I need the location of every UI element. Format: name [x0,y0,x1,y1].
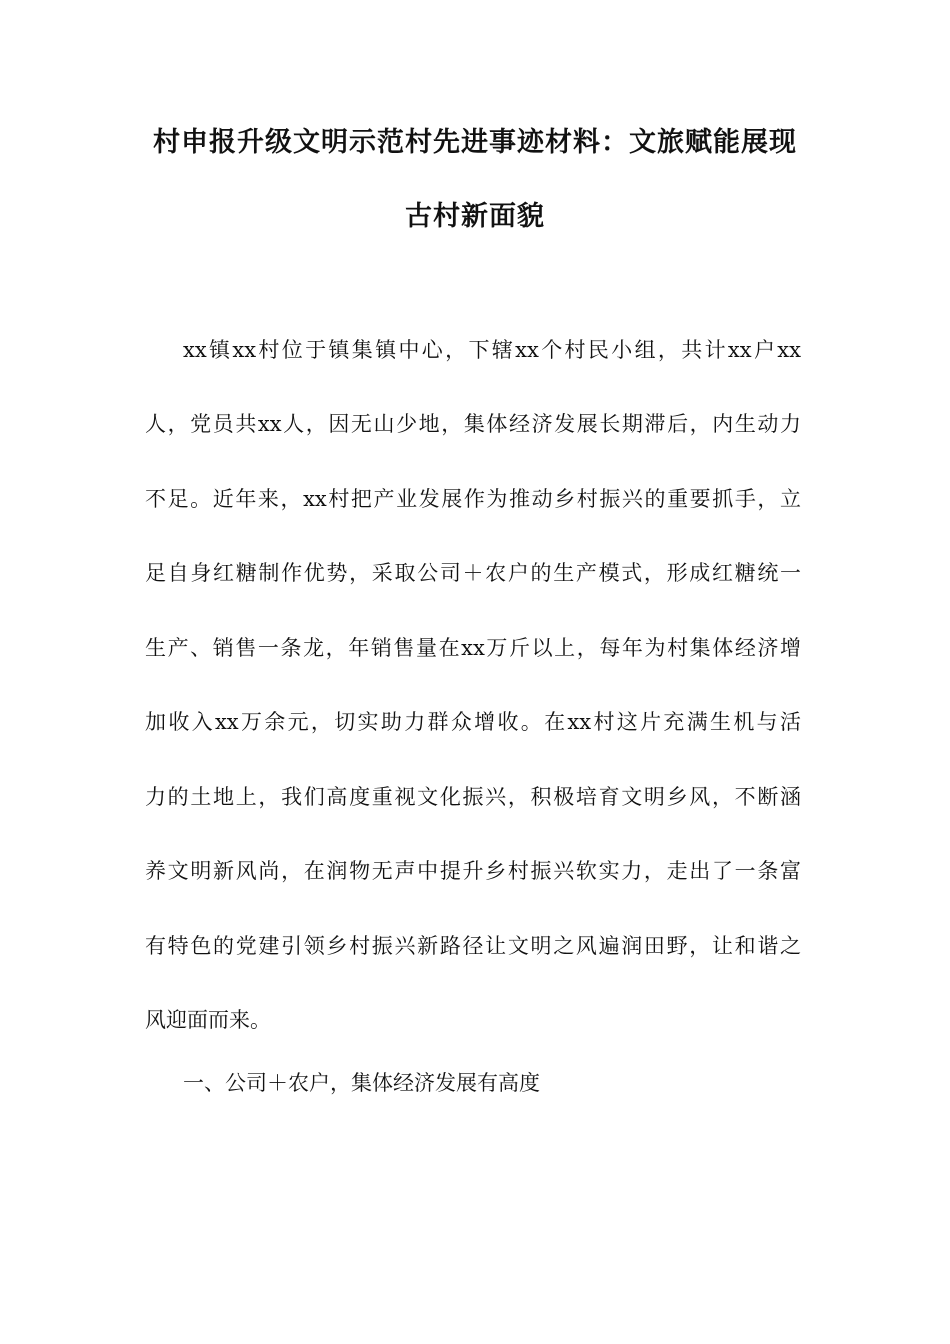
paragraph-line: 养文明新风尚，在润物无声中提升乡村振兴软实力，走出了一条富 [145,859,801,883]
paragraph-line: 足自身红糖制作优势，采取公司＋农户的生产模式，形成红糖统一 [145,561,801,585]
paragraph-line: 人，党员共xx人，因无山少地，集体经济发展长期滞后，内生动力 [145,412,801,436]
document-title-line-2: 古村新面貌 [405,201,545,232]
paragraph-line: 风迎面而来。 [145,1008,271,1032]
paragraph-line: 不足。近年来，xx村把产业发展作为推动乡村振兴的重要抓手，立 [145,487,801,511]
section-heading: 一、公司＋农户，集体经济发展有高度 [183,1071,540,1095]
paragraph-line: xx镇xx村位于镇集镇中心，下辖xx个村民小组，共计xx户xx [183,338,801,362]
paragraph-line: 加收入xx万余元，切实助力群众增收。在xx村这片充满生机与活 [145,710,801,734]
paragraph-line: 有特色的党建引领乡村振兴新路径让文明之风遍润田野，让和谐之 [145,934,801,958]
paragraph-line: 力的土地上，我们高度重视文化振兴，积极培育文明乡风，不断涵 [145,785,801,809]
document-title-line-1: 村申报升级文明示范村先进事迹材料：文旅赋能展现 [153,127,797,158]
paragraph-line: 生产、销售一条龙，年销售量在xx万斤以上，每年为村集体经济增 [145,636,801,660]
